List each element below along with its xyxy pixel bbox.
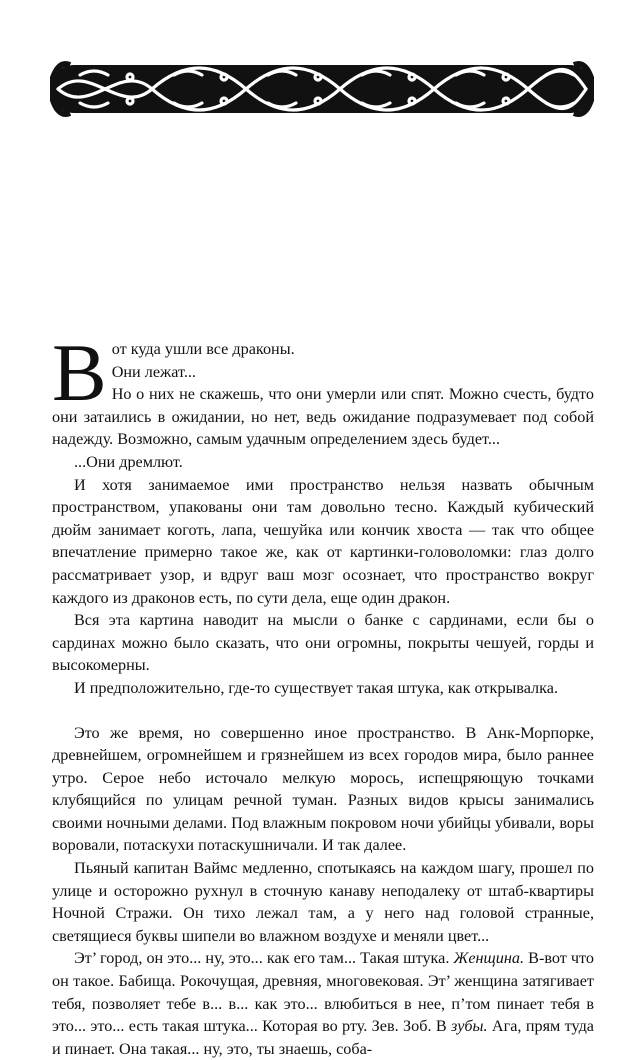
paragraph: Они лежат... bbox=[111, 362, 196, 381]
italic-text: Женщина. bbox=[453, 949, 525, 968]
paragraph: Но о них не скажешь, что они умерли или спят. Можно счесть, будто они затаились в ожидании, но нет, ведь ожидание подразумевает под собой надежду. Возможно, самым удачным определением здесь будет... bbox=[52, 385, 594, 449]
drop-cap: В bbox=[52, 327, 107, 418]
paragraph: И хотя занимаемое ими пространство нельзя назвать обычным пространством, упакованы они там довольно тесно. Каждый кубический дюйм занимает коготь, лапа, чешуйка или кончик хвоста — так что общее впечатление примерно такое же, как от картинки-головоломки: глаз долго рассматривает узор, и вдруг ваш мозг осознает, что пространство вокруг каждого из драконов есть, по сути дела, еще один дракон. bbox=[52, 475, 594, 607]
body-text bbox=[52, 327, 594, 1060]
text-run: В-вот что он такое. Бабища. Рокочущая, древняя, многовековая. Эт’ женщина затягивает тебя, позволяет тебе в... в... как это... влюбиться в нее, п’том пинает тебя в это... это... есть такая штука... Которая во рту. Зев. Зоб. В bbox=[52, 949, 594, 1036]
paragraph: ...Они дремлют. bbox=[74, 452, 183, 471]
paragraph: И предположительно, где-то существует такая штука, как открывалка. bbox=[74, 678, 558, 697]
paragraph bbox=[52, 947, 594, 1060]
italic-text: зубы. bbox=[451, 1017, 488, 1036]
text-run: Эт’ город, он это... ну, это... как его там... Такая штука. bbox=[74, 949, 450, 968]
paragraph: Пьяный капитан Ваймс медленно, спотыкаясь на каждом шагу, прошел по улице и осторожно рухнул в сточную канаву неподалеку от штаб-квартиры Ночной Стражи. Он тихо лежал там, а у него над головой странные, светящиеся буквы шипели во влажном воздухе и меняли цвет... bbox=[52, 859, 594, 945]
paragraph: Это же время, но совершенно иное пространство. В Анк-Морпорке, древнейшем, огромнейшем и грязнейшем из всех городов мира, было раннее утро. Серое небо источало мелкую морось, испещряющую точками клубящийся по улицам речной туман. Разных видов крысы занимались своими ночными делами. Под влажным покровом ночи убийцы убивали, воры воровали, потаскухи потаскушничали. И так далее. bbox=[52, 723, 594, 855]
celtic-knot-ornament-icon bbox=[50, 55, 594, 123]
paragraph: от куда ушли все драконы. bbox=[111, 340, 295, 358]
paragraph: Вся эта картина наводит на мысли о банке с сардинами, если бы о сардинах можно было сказать, что они огромны, покрыты чешуей, горды и высокомерны. bbox=[52, 611, 594, 675]
text-run: Ага, прям туда и пинает. Она такая... ну, это, ты знаешь, соба- bbox=[52, 1017, 594, 1058]
